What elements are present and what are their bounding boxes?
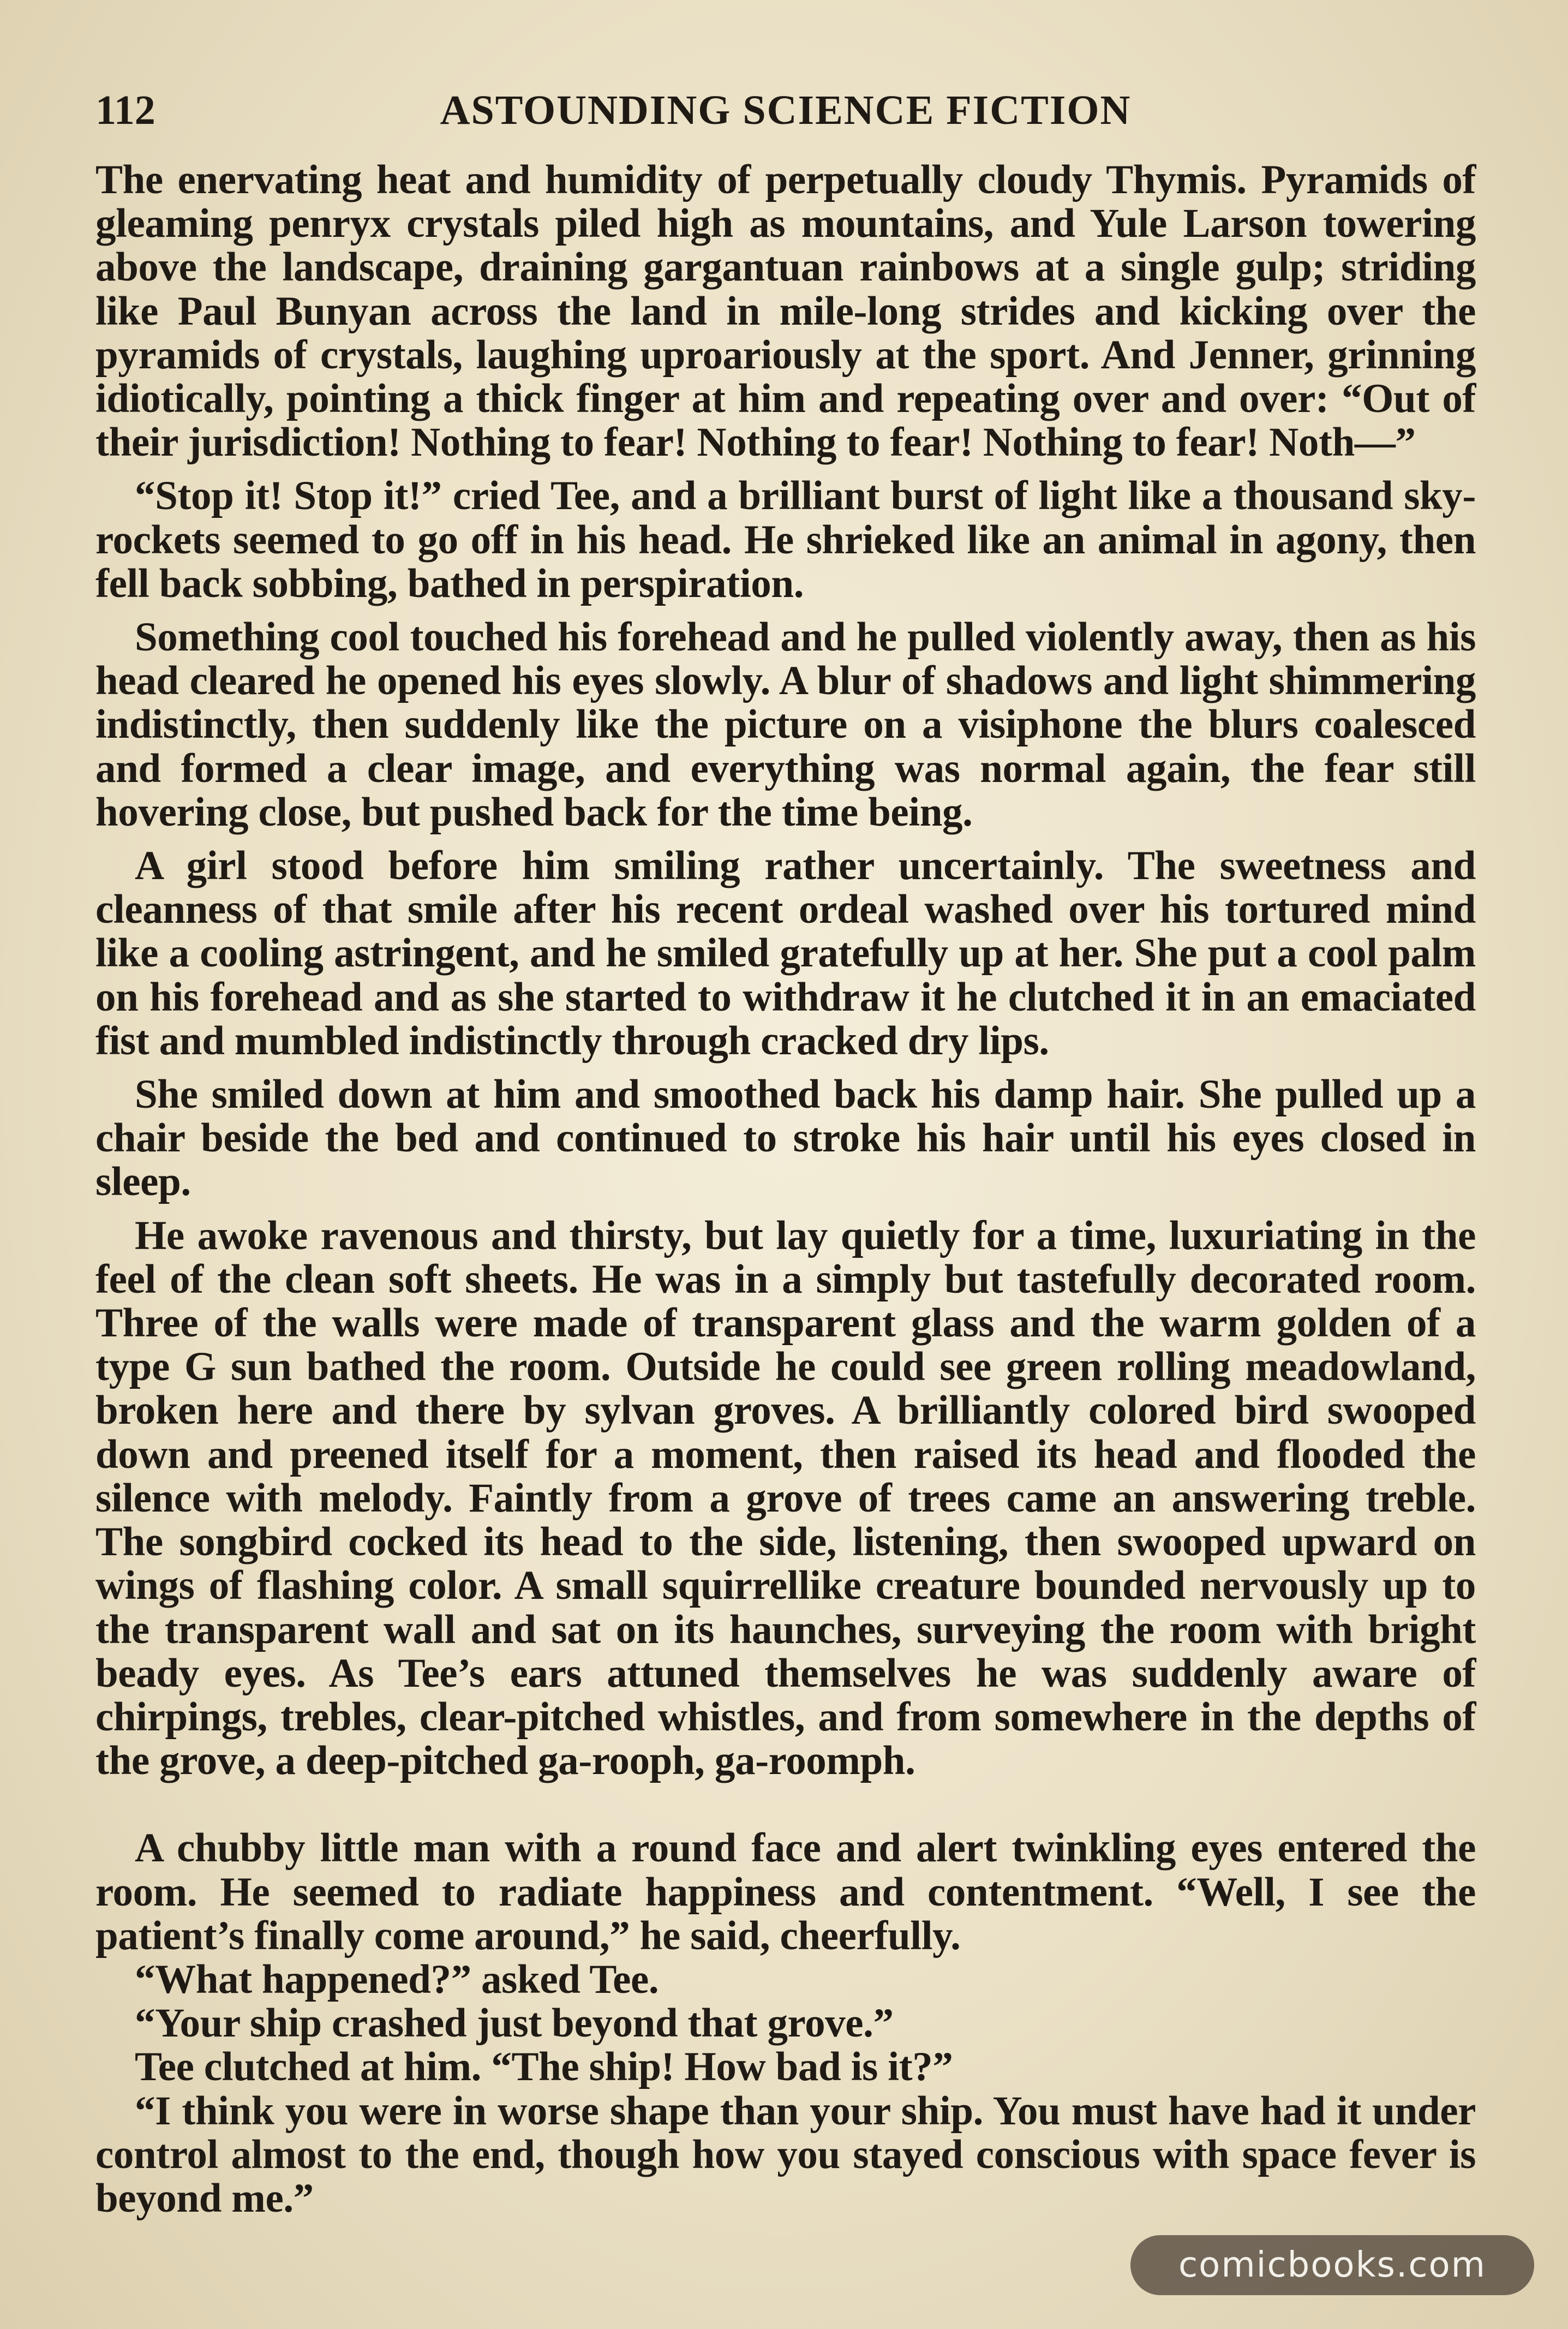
paragraph: Tee clutched at him. “The ship! How bad is it?” [135, 2044, 953, 2090]
journal-title: ASTOUNDING SCIENCE FICTION [440, 87, 1132, 133]
story-text [95, 158, 1476, 2220]
paragraph: A chubby little man with a round face and alert twinkling eyes entered the room. He seemed to radiate happiness and contentment. “Well, I see the patient’s finally come around,” he said, cheerfully. [95, 1825, 1476, 1958]
paragraph: “Stop it! Stop it!” cried Tee, and a brilliant burst of light like a thousand sky-rockets seemed to go off in his head. He shrieked like an animal in agony, then fell back sobbing, bathed in perspiration. [95, 473, 1476, 606]
paragraph: “Your ship crashed just beyond that grove.” [135, 2000, 894, 2046]
paragraph: The enervating heat and humidity of perpetually cloudy Thymis. Pyramids of gleaming penryx crystals piled high as mountains, and Yule Larson towering above the landscape, draining gargantuan rainbows at a single gulp; striding like Paul Bunyan across the land in mile-long strides and kicking over the pyramids of crystals, laughing uproariously at the sport. And Jenner, grinning idiotically, pointing a thick finger at him and repeating over and over: “Out of their jurisdiction! Nothing to fear! Nothing to fear! Nothing to fear! Noth—” [95, 157, 1476, 465]
paragraph: He awoke ravenous and thirsty, but lay quietly for a time, luxuriating in the feel of the clean soft sheets. He was in a simply but tastefully decorated room. Three of the walls were made of transparent glass and the warm golden of a type G sun bathed the room. Outside he could see green rolling meadowland, broken here and there by sylvan groves. A brilliantly colored bird swooped down and preened itself for a moment, then raised its head and flooded the silence with melody. Faintly from a grove of trees came an answering treble. The songbird cocked its head to the side, listening, then swooped upward on wings of flashing color. A small squirrellike creature bounded nervously up to the transparent wall and sat on its haunches, surveying the room with bright beady eyes. As Tee’s ears attuned themselves he was suddenly aware of chirpings, trebles, clear-pitched whistles, and from somewhere in the depths of the grove, a deep-pitched ga-rooph, ga-roomph. [95, 1213, 1476, 1784]
paragraph: A girl stood before him smiling rather uncertainly. The sweetness and cleanness of that smile after his recent ordeal washed over his tortured mind like a cooling astringent, and he smiled gratefully up at her. She put a cool palm on his forehead and as she started to withdraw it he clutched it in an emaciated fist and mumbled indistinctly through cracked dry lips. [95, 843, 1476, 1064]
paragraph: “I think you were in worse shape than your ship. You must have had it under control almost to the end, though how you stayed conscious with space fever is beyond me.” [95, 2088, 1476, 2221]
page-number: 112 [95, 87, 155, 133]
paragraph: “What happened?” asked Tee. [135, 1956, 659, 2002]
paragraph: She smiled down at him and smoothed back his damp hair. She pulled up a chair beside the bed and continued to stroke his hair until his eyes closed in sleep. [95, 1072, 1476, 1205]
paragraph: Something cool touched his forehead and he pulled violently away, then as his head cleared he opened his eyes slowly. A blur of shadows and light shimmering indistinctly, then suddenly like the picture on a visiphone the blurs coalesced and formed a clear image, and everything was normal again, the fear still hovering close, but pushed back for the time being. [95, 614, 1476, 835]
running-head [95, 83, 1476, 138]
site-watermark: comicbooks.com [1130, 2235, 1534, 2295]
